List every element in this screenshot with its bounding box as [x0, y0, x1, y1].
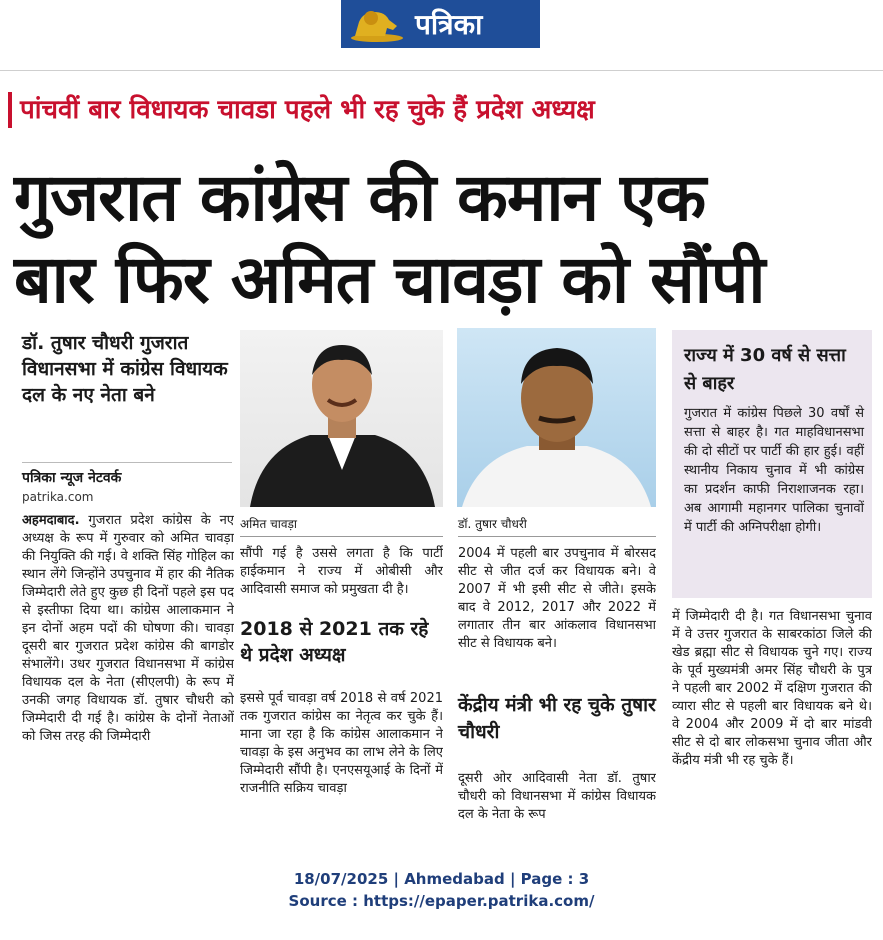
dateline: अहमदाबाद. — [22, 513, 80, 528]
sidebar-title: राज्य में 30 वर्ष से सत्ता से बाहर — [684, 345, 846, 394]
article-column-4: में जिम्मेदारी दी है। गत विधानसभा चुनाव में वे उत्तर गुजरात के साबरकांठा जिले की खेड ब्रह्मा सीट से विधायक चुने गए। राज्य के पूर्व मुख्यमंत्री अमर सिंह चौधरी के पुत्र ने पहली बार 2002 में दक्षिण गुजरात की व्यारा सीट से पहली बार विधायक बने थे। वे 2004 और 2009 में दो बार मांडवी सीट से दो बार लोकसभा चुनाव जीता और केंद्रीय मंत्री भी रह चुके हैं। — [672, 609, 872, 768]
sidebar-text: गुजरात में कांग्रेस पिछले 30 वर्षों से सत्ता से बाहर है। गत माहविधानसभा की दो सीटों पर पार्टी की हार हुई। वहीं स्थानीय निकाय चुनाव में भी कांग्रेस का प्रदर्शन काफी निराशाजनक रहा। अब आगामी महानगर पालिका चुनावों में पार्टी की अग्निपरीक्षा होगी। — [684, 406, 864, 535]
column-subheading: 2018 से 2021 तक रहे थे प्रदेश अध्यक्ष — [240, 618, 429, 666]
kicker-headline: पांचवीं बार विधायक चावडा पहले भी रह चुके हैं प्रदेश अध्यक्ष — [20, 95, 595, 125]
main-headline-line-2: बार फिर अमित चावड़ा को सौंपी — [14, 241, 765, 318]
lion-emblem-icon — [341, 0, 411, 48]
portrait-illustration — [240, 330, 443, 507]
article-column-3-bottom: दूसरी ओर आदिवासी नेता डॉ. तुषार चौधरी को विधानसभा में कांग्रेस विधायक दल के नेता के रूप — [458, 771, 656, 822]
column-text: गुजरात प्रदेश कांग्रेस के नए अध्यक्ष के रूप में गुरुवार को अमित चावड़ा की नियुक्ति की गई। वे शक्ति सिंह गोहिल का स्थान लेंगे जिन्होंने उपचुनाव में हार की नैतिक जिम्मेदारी लेते हुए कुछ ही दिनों पहले इस पद से इस्तीफा दिया था। कांग्रेस आलाकमान ने इन दोनों अहम पदों की घोषणा की। चावड़ा दूसरी बार गुजरात प्रदेश कांग्रेस की बागडोर संभालेंगे। उधर गुजरात विधानसभा में कांग्रेस विधायक दल के नेता (सीएलपी) के रूप में उनकी जगह विधायक डॉ. तुषार चौधरी को जिम्मेदारी दी गई है। कांग्रेस के दोनों नेताओं को जिस तरह की जिम्मेदारी — [22, 513, 234, 744]
article-column-2-top: सौंपी गई है उससे लगता है कि पार्टी हाईकमान ने राज्य में ओबीसी और आदिवासी समाज को प्रमुखता दी है। — [240, 546, 443, 597]
masthead-logo — [341, 0, 540, 48]
column-subheading: केंद्रीय मंत्री भी रह चुके तुषार चौधरी — [458, 694, 656, 743]
article-column-3-top: 2004 में पहली बार उपचुनाव में बोरसद सीट से जीत दर्ज कर विधायक बने। वे 2007 में भी इसी सीट से जीते। इसके बाद वे 2012, 2017 और 2022 में लगातार तीन बार आंकलाव विधानसभा सीट से विधायक बने। — [458, 546, 656, 651]
byline: पत्रिका न्यूज नेटवर्क — [22, 470, 122, 486]
sub-story-headline: डॉ. तुषार चौधरी गुजरात विधानसभा में कांग्रेस विधायक दल के नए नेता बने — [22, 332, 228, 406]
edition-info: 18/07/2025 | Ahmedabad | Page : 3 — [293, 870, 590, 888]
kicker-accent-bar — [8, 92, 12, 128]
article-column-2-bottom: इससे पूर्व चावड़ा वर्ष 2018 से वर्ष 2021 तक गुजरात कांग्रेस का नेतृत्व कर चुके हैं। माना जा रहा है कि कांग्रेस आलाकमान ने चावड़ा के इस अनुभव का लाभ लेने के लिए जिम्मेदारी सौंपी है। एनएसयूआई के दिनों में राजनीति सक्रिय चावड़ा — [240, 691, 443, 796]
divider — [22, 462, 232, 463]
photo-tushar-chaudhary — [457, 328, 656, 507]
photo-amit-chavda — [240, 330, 443, 507]
article-column-1 — [22, 512, 234, 842]
photo-caption: डॉ. तुषार चौधरी — [458, 517, 527, 531]
masthead-divider — [0, 70, 883, 71]
brand-name: पत्रिका — [415, 8, 483, 41]
divider — [458, 536, 656, 537]
site-label: patrika.com — [22, 490, 94, 504]
main-headline-line-1: गुजरात कांग्रेस की कमान एक — [14, 159, 706, 236]
portrait-illustration — [457, 328, 656, 507]
source-link[interactable]: Source : https://epaper.patrika.com/ — [288, 892, 595, 910]
photo-caption: अमित चावड़ा — [240, 517, 298, 531]
divider — [240, 536, 443, 537]
